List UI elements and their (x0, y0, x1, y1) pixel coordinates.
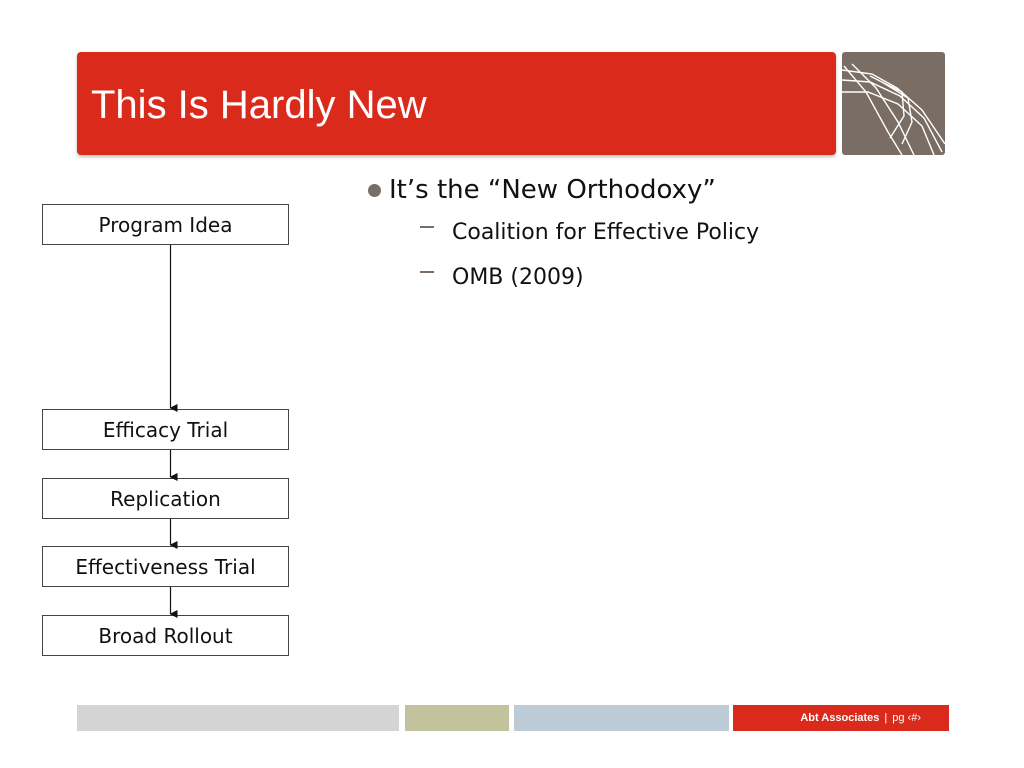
bullet-dot-icon (368, 184, 381, 197)
footer-page-number: pg ‹#› (892, 712, 921, 724)
flow-box-label: Program Idea (98, 212, 233, 237)
sub-bullet-text: Coalition for Effective Policy (452, 220, 760, 245)
flow-box-label: Effectiveness Trial (75, 554, 256, 579)
footer-segment-olive (405, 705, 509, 731)
flow-box-label: Efficacy Trial (102, 417, 229, 442)
bullet-text: It’s the “New Orthodoxy” (389, 175, 716, 205)
footer-segment-gray (77, 705, 399, 731)
dash-icon (420, 226, 434, 228)
bullet-list (366, 170, 986, 300)
dash-icon (420, 271, 434, 273)
sub-bullet-item (420, 255, 986, 300)
footer-brand: Abt Associates (800, 712, 880, 724)
footer-separator: | (884, 712, 888, 724)
flow-box-label: Broad Rollout (98, 623, 233, 648)
footer-segment-blue (514, 705, 729, 731)
slide-title: This Is Hardly New (91, 83, 427, 127)
footer-label (733, 705, 949, 731)
bullet-item (366, 170, 986, 210)
flow-box-label: Replication (110, 486, 221, 511)
sub-bullet-item (420, 210, 986, 255)
sub-bullet-text: OMB (2009) (452, 265, 584, 290)
